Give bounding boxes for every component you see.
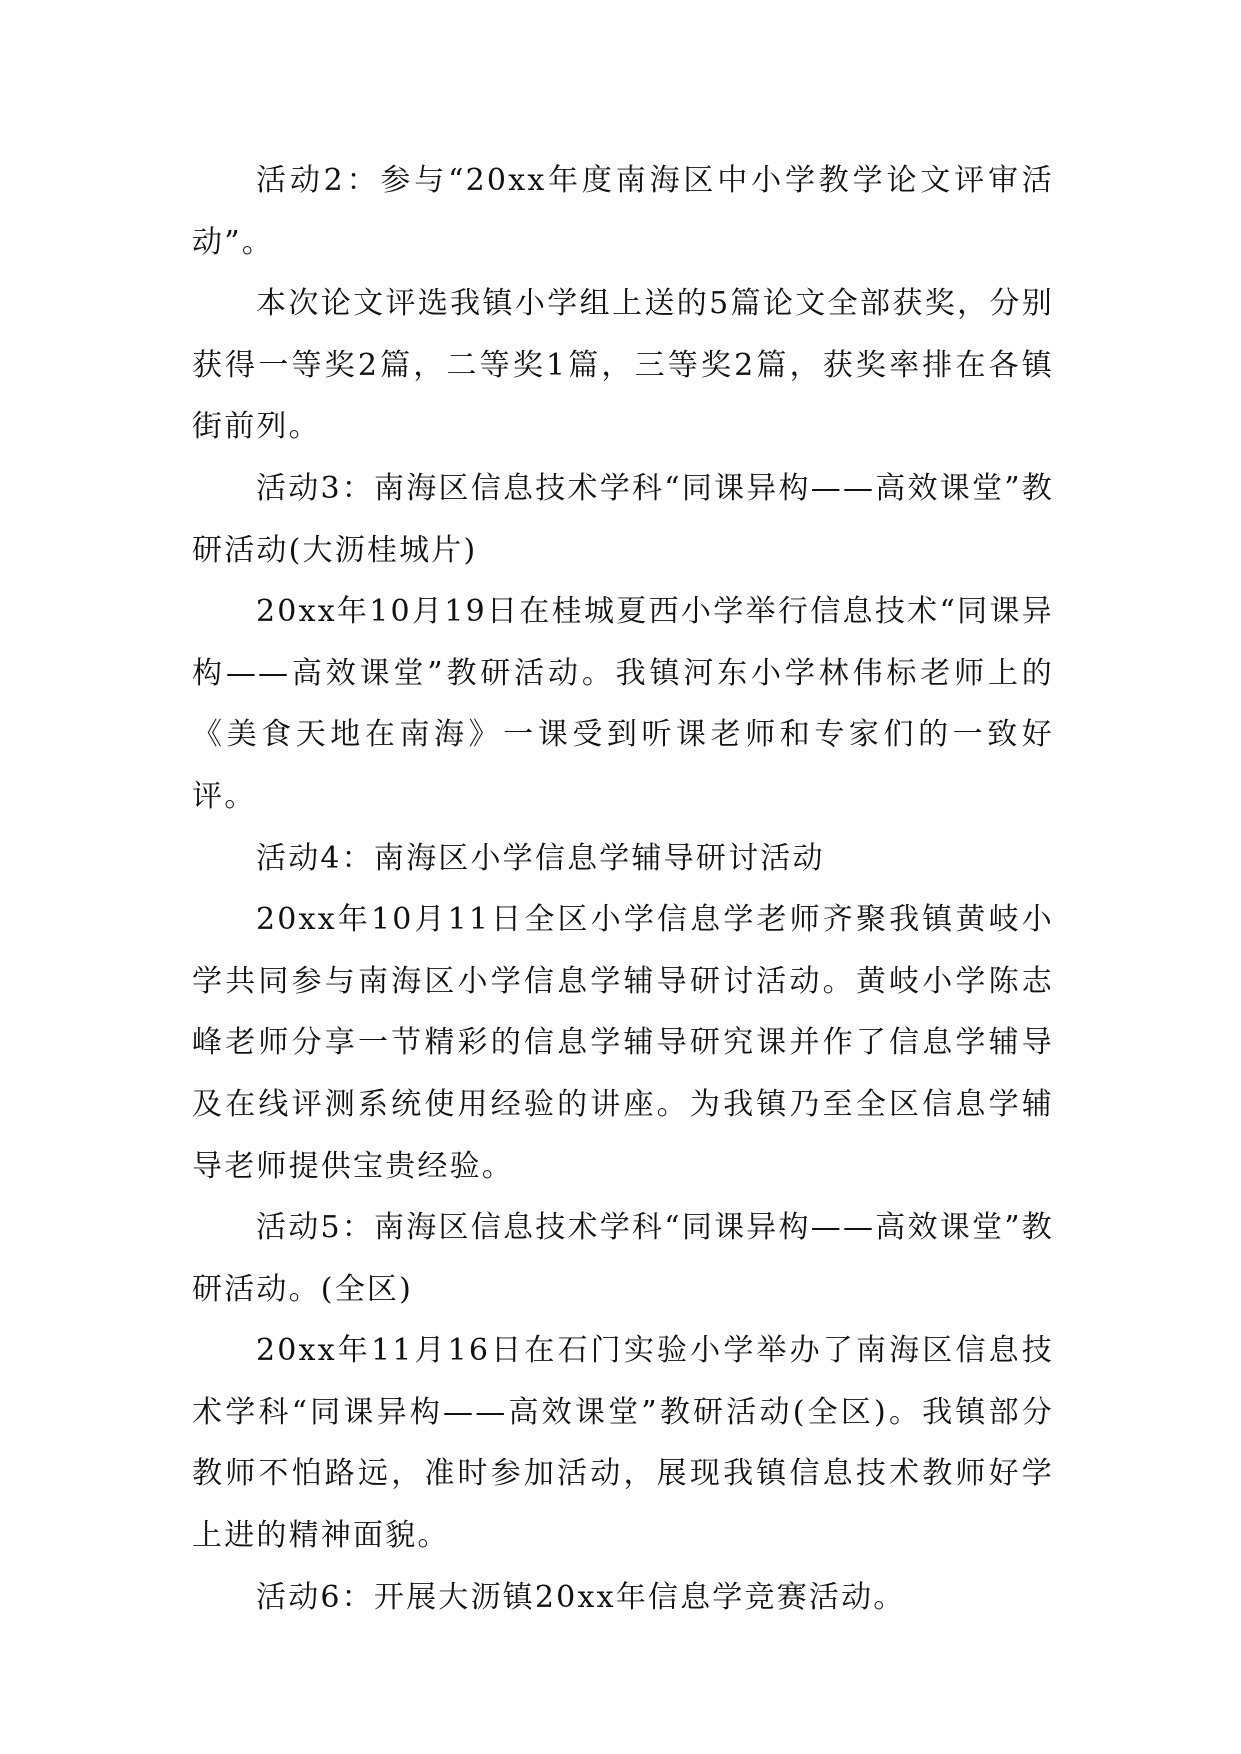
- document-body: [192, 150, 1054, 1628]
- paragraph-activity-4-title: 活动4：南海区小学信息学辅导研讨活动: [256, 840, 825, 876]
- paragraph-activity-5-detail: 20xx年11月16日在石门实验小学举办了南海区信息技术学科“同课异构——高效课堂”教研活动(全区)。我镇部分教师不怕路远，准时参加活动，展现我镇信息技术教师好学上进的精神面貌。: [192, 1333, 1054, 1554]
- paragraph-activity-2-detail: 本次论文评选我镇小学组上送的5篇论文全部获奖，分别获得一等奖2篇，二等奖1篇，三等奖2篇，获奖率排在各镇街前列。: [192, 286, 1054, 445]
- paragraph-activity-4-detail: 20xx年10月11日全区小学信息学老师齐聚我镇黄岐小学共同参与南海区小学信息学辅导研讨活动。黄岐小学陈志峰老师分享一节精彩的信息学辅导研究课并作了信息学辅导及在线评测系统使用经验的讲座。为我镇乃至全区信息学辅导老师提供宝贵经验。: [192, 902, 1054, 1184]
- paragraph-activity-6-title: 活动6：开展大沥镇20xx年信息学竞赛活动。: [256, 1579, 906, 1615]
- paragraph-activity-3-detail: 20xx年10月19日在桂城夏西小学举行信息技术“同课异构——高效课堂”教研活动。我镇河东小学林伟标老师上的《美食天地在南海》一课受到听课老师和专家们的一致好评。: [192, 594, 1054, 814]
- paragraph-activity-5-title: 活动5：南海区信息技术学科“同课异构——高效课堂”教研活动。(全区): [192, 1210, 1054, 1307]
- paragraph-activity-2-title: 活动2：参与“20xx年度南海区中小学教学论文评审活动”。: [192, 163, 1054, 260]
- paragraph-activity-3-title: 活动3：南海区信息技术学科“同课异构——高效课堂”教研活动(大沥桂城片): [192, 470, 1054, 568]
